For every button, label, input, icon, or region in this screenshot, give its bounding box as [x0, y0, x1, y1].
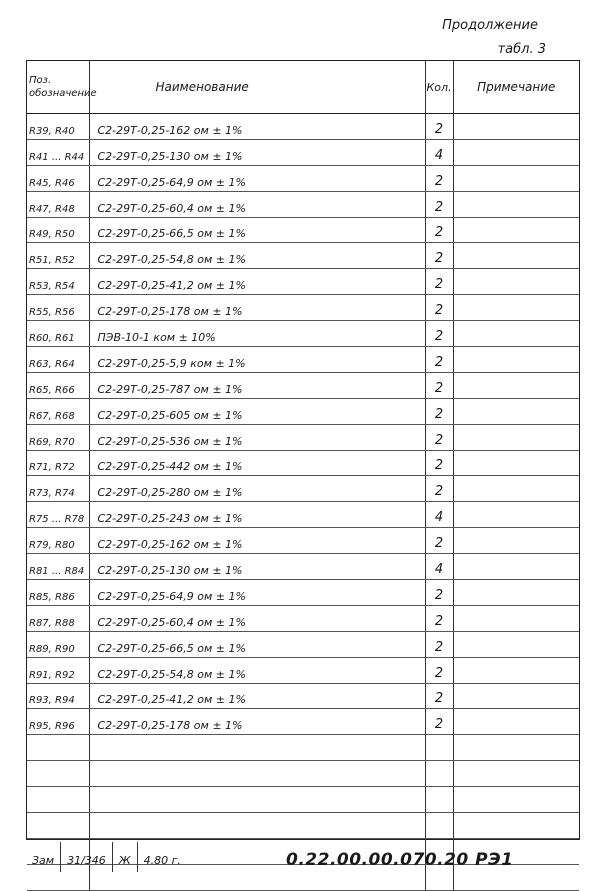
cell-position: R81 ... R84 [27, 554, 89, 580]
cell-position: R45, R46 [27, 165, 89, 191]
cell-quantity: 4 [425, 139, 453, 165]
cell-name: С2-29Т-0,25-162 ом ± 1% [89, 528, 425, 554]
cell-name [89, 761, 425, 787]
cell-note [453, 139, 579, 165]
cell-name: С2-29Т-0,25-54,8 ом ± 1% [89, 657, 425, 683]
cell-name: С2-29Т-0,25-442 ом ± 1% [89, 450, 425, 476]
cell-name: С2-29Т-0,25-5,9 ком ± 1% [89, 347, 425, 373]
cell-quantity: 2 [425, 372, 453, 398]
cell-note [453, 217, 579, 243]
cell-position: R75 ... R78 [27, 502, 89, 528]
revision-date: 4.80 г. [143, 854, 181, 867]
cell-position: R67, R68 [27, 398, 89, 424]
cell-position: R85, R86 [27, 580, 89, 606]
cell-position [27, 813, 89, 839]
cell-position: R95, R96 [27, 709, 89, 735]
table-row [27, 657, 579, 683]
cell-quantity: 2 [425, 709, 453, 735]
cell-quantity: 2 [425, 631, 453, 657]
cell-note [453, 398, 579, 424]
table-row [27, 502, 579, 528]
cell-name: С2-29Т-0,25-64,9 ом ± 1% [89, 165, 425, 191]
table-row [27, 191, 579, 217]
table-row [27, 476, 579, 502]
cell-quantity: 2 [425, 295, 453, 321]
cell-position: R55, R56 [27, 295, 89, 321]
table-reference: табл. 3 [497, 42, 546, 57]
cell-name: С2-29Т-0,25-66,5 ом ± 1% [89, 631, 425, 657]
table-row [27, 605, 579, 631]
cell-position: R49, R50 [27, 217, 89, 243]
table-row [27, 114, 579, 140]
cell-quantity [425, 761, 453, 787]
title-block [26, 842, 586, 876]
cell-position: R69, R70 [27, 424, 89, 450]
cell-quantity: 2 [425, 476, 453, 502]
cell-name: С2-29Т-0,25-60,4 ом ± 1% [89, 191, 425, 217]
cell-name: С2-29Т-0,25-66,5 ом ± 1% [89, 217, 425, 243]
cell-note [453, 502, 579, 528]
cell-quantity: 2 [425, 450, 453, 476]
cell-position [27, 787, 89, 813]
cell-note [453, 424, 579, 450]
cell-quantity [425, 813, 453, 839]
table-row [27, 450, 579, 476]
table-row [27, 761, 579, 787]
cell-name: С2-29Т-0,25-64,9 ом ± 1% [89, 580, 425, 606]
table-row [27, 269, 579, 295]
cell-position [27, 761, 89, 787]
cell-name: С2-29Т-0,25-41,2 ом ± 1% [89, 683, 425, 709]
table-row [27, 398, 579, 424]
cell-name: С2-29Т-0,25-536 ом ± 1% [89, 424, 425, 450]
table-row [27, 321, 579, 347]
cell-position: R65, R66 [27, 372, 89, 398]
table-row [27, 243, 579, 269]
cell-quantity: 2 [425, 580, 453, 606]
table-row [27, 424, 579, 450]
cell-quantity: 2 [425, 605, 453, 631]
table-row [27, 631, 579, 657]
cell-name: С2-29Т-0,25-41,2 ом ± 1% [89, 269, 425, 295]
cell-name: С2-29Т-0,25-178 ом ± 1% [89, 709, 425, 735]
cell-position: R60, R61 [27, 321, 89, 347]
signature: Ж [113, 842, 138, 872]
cell-note [453, 243, 579, 269]
document-number: 0.22.00.00.070.20 РЭ1 [286, 850, 514, 870]
cell-quantity: 2 [425, 528, 453, 554]
cell-position: R53, R54 [27, 269, 89, 295]
table-row [27, 139, 579, 165]
cell-position: R91, R92 [27, 657, 89, 683]
specification-sheet [26, 60, 580, 840]
cell-quantity: 2 [425, 191, 453, 217]
cell-quantity [425, 735, 453, 761]
table-row [27, 165, 579, 191]
cell-quantity: 2 [425, 243, 453, 269]
continuation-line: Продолжение [442, 18, 538, 33]
cell-name [89, 735, 425, 761]
cell-quantity: 2 [425, 321, 453, 347]
cell-quantity: 2 [425, 424, 453, 450]
cell-quantity: 2 [425, 165, 453, 191]
revision-stamp [26, 842, 187, 872]
cell-note [453, 813, 579, 839]
cell-name: С2-29Т-0,25-60,4 ом ± 1% [89, 605, 425, 631]
cell-note [453, 554, 579, 580]
cell-quantity: 4 [425, 502, 453, 528]
cell-quantity [425, 787, 453, 813]
cell-position: R79, R80 [27, 528, 89, 554]
cell-quantity: 2 [425, 217, 453, 243]
cell-note [453, 631, 579, 657]
cell-note [453, 709, 579, 735]
cell-note [453, 347, 579, 373]
cell-note [453, 476, 579, 502]
table-row [27, 347, 579, 373]
cell-note [453, 735, 579, 761]
change-label: Зам [26, 842, 61, 872]
table-row [27, 580, 579, 606]
cell-note [453, 787, 579, 813]
cell-position: R39, R40 [27, 114, 89, 140]
cell-position: R41 ... R44 [27, 139, 89, 165]
cell-note [453, 580, 579, 606]
cell-position [27, 735, 89, 761]
cell-note [453, 165, 579, 191]
table-row [27, 735, 579, 761]
cell-name: С2-29Т-0,25-787 ом ± 1% [89, 372, 425, 398]
header-note: Примечание [453, 61, 579, 114]
cell-quantity: 4 [425, 554, 453, 580]
cell-position: R93, R94 [27, 683, 89, 709]
header-name: Наименование [89, 61, 425, 114]
cell-position: R51, R52 [27, 243, 89, 269]
cell-position: R71, R72 [27, 450, 89, 476]
table-row [27, 372, 579, 398]
cell-quantity: 2 [425, 269, 453, 295]
header-quantity: Кол. [425, 61, 453, 114]
cell-name: С2-29Т-0,25-243 ом ± 1% [89, 502, 425, 528]
cell-name: С2-29Т-0,25-162 ом ± 1% [89, 114, 425, 140]
cell-note [453, 321, 579, 347]
cell-note [453, 450, 579, 476]
header-position: Поз. обозначение [27, 61, 89, 114]
cell-position: R63, R64 [27, 347, 89, 373]
cell-name: С2-29Т-0,25-280 ом ± 1% [89, 476, 425, 502]
cell-note [453, 761, 579, 787]
table-row [27, 813, 579, 839]
table-row [27, 787, 579, 813]
cell-quantity: 2 [425, 114, 453, 140]
cell-name: С2-29Т-0,25-605 ом ± 1% [89, 398, 425, 424]
table-row [27, 217, 579, 243]
cell-note [453, 295, 579, 321]
table-row [27, 709, 579, 735]
cell-note [453, 269, 579, 295]
specification-table [27, 61, 579, 891]
table-row [27, 295, 579, 321]
cell-position: R89, R90 [27, 631, 89, 657]
cell-note [453, 191, 579, 217]
cell-name: С2-29Т-0,25-178 ом ± 1% [89, 295, 425, 321]
cell-name [89, 787, 425, 813]
cell-quantity: 2 [425, 347, 453, 373]
cell-note [453, 528, 579, 554]
cell-quantity: 2 [425, 657, 453, 683]
table-row [27, 528, 579, 554]
cell-name [89, 813, 425, 839]
cell-quantity: 2 [425, 398, 453, 424]
cell-note [453, 683, 579, 709]
cell-quantity: 2 [425, 683, 453, 709]
cell-position: R47, R48 [27, 191, 89, 217]
cell-name: С2-29Т-0,25-130 ом ± 1% [89, 139, 425, 165]
table-row [27, 554, 579, 580]
cell-name: С2-29Т-0,25-54,8 ом ± 1% [89, 243, 425, 269]
table-header-row [27, 61, 579, 114]
continuation-caption [442, 14, 546, 62]
cell-position: R87, R88 [27, 605, 89, 631]
cell-name: С2-29Т-0,25-130 ом ± 1% [89, 554, 425, 580]
cell-note [453, 114, 579, 140]
notice-number: 31/346 [61, 842, 113, 872]
cell-note [453, 657, 579, 683]
cell-note [453, 605, 579, 631]
cell-name: ПЭВ-10-1 ком ± 10% [89, 321, 425, 347]
table-row [27, 683, 579, 709]
cell-position: R73, R74 [27, 476, 89, 502]
cell-note [453, 372, 579, 398]
